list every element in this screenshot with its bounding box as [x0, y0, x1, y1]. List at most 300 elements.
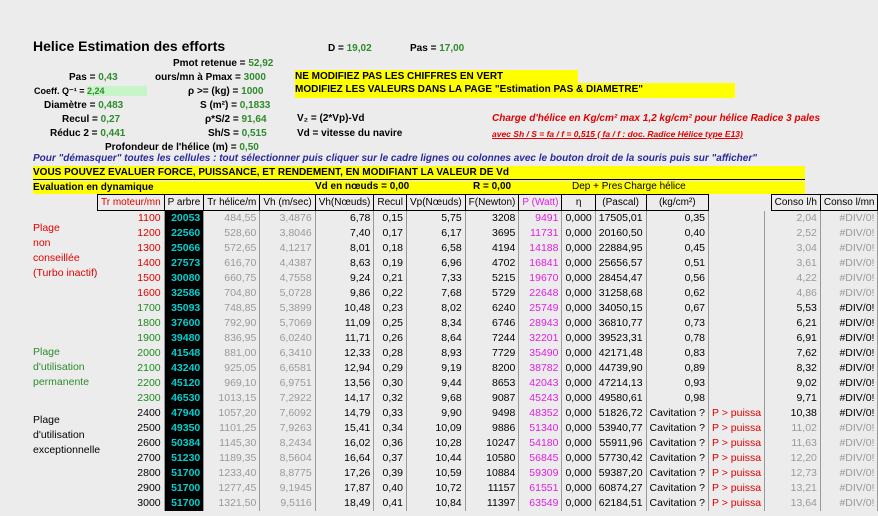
table-cell[interactable]: #DIV/0! [820, 286, 878, 301]
table-cell[interactable]: 8,63 [315, 256, 374, 271]
table-cell[interactable]: #DIV/0! [820, 256, 878, 271]
table-cell[interactable]: 8200 [465, 361, 519, 376]
table-cell[interactable]: 4,86 [771, 286, 820, 301]
table-cell[interactable]: 2200 [98, 376, 165, 391]
table-cell[interactable] [709, 331, 765, 346]
table-cell[interactable]: 3695 [465, 226, 519, 241]
table-cell[interactable] [709, 376, 765, 391]
table-cell[interactable]: 51340 [519, 421, 562, 436]
table-cell[interactable]: 13,56 [315, 376, 374, 391]
table-cell[interactable]: 748,85 [204, 301, 260, 316]
table-cell[interactable]: 0,40 [646, 226, 708, 241]
table-cell[interactable]: 0,39 [374, 466, 407, 481]
table-cell[interactable]: 4702 [465, 256, 519, 271]
table-cell[interactable]: 0,89 [646, 361, 708, 376]
table-cell[interactable]: 7729 [465, 346, 519, 361]
pv-value[interactable]: 91,64 [241, 114, 267, 125]
table-cell[interactable]: 0,000 [562, 286, 595, 301]
table-cell[interactable]: 4,4387 [260, 256, 315, 271]
table-cell[interactable]: 925,05 [204, 361, 260, 376]
table-cell[interactable]: 37600 [164, 316, 204, 331]
table-cell[interactable]: 5729 [465, 286, 519, 301]
table-cell[interactable]: Cavitation ? [646, 436, 708, 451]
table-cell[interactable]: 5,75 [406, 211, 465, 227]
table-cell[interactable]: 16841 [519, 256, 562, 271]
table-cell[interactable]: 11,09 [315, 316, 374, 331]
table-cell[interactable]: 9,44 [406, 376, 465, 391]
table-cell[interactable] [709, 226, 765, 241]
table-cell[interactable]: 48352 [519, 406, 562, 421]
table-cell[interactable]: 8,2434 [260, 436, 315, 451]
table-cell[interactable]: 47214,13 [595, 376, 646, 391]
table-cell[interactable]: 3,8046 [260, 226, 315, 241]
table-cell[interactable]: 0,19 [374, 256, 407, 271]
table-cell[interactable]: 0,45 [646, 241, 708, 256]
table-cell[interactable]: 2300 [98, 391, 165, 406]
table-cell[interactable]: 0,98 [646, 391, 708, 406]
table-cell[interactable]: #DIV/0! [820, 211, 878, 227]
table-cell[interactable]: 1300 [98, 241, 165, 256]
table-cell[interactable]: 27573 [164, 256, 204, 271]
column-header[interactable]: Vh(Nœuds) [315, 195, 374, 211]
table-cell[interactable]: 51700 [164, 466, 204, 481]
table-cell[interactable]: 12,73 [771, 466, 820, 481]
table-cell[interactable]: 5,3899 [260, 301, 315, 316]
table-cell[interactable]: 0,000 [562, 451, 595, 466]
table-cell[interactable]: 2400 [98, 406, 165, 421]
table-cell[interactable]: Cavitation ? [646, 466, 708, 481]
table-cell[interactable]: 61551 [519, 481, 562, 496]
table-cell[interactable]: 0,000 [562, 436, 595, 451]
coeff-value[interactable]: 2,24 [87, 86, 147, 96]
table-cell[interactable]: 10,72 [406, 481, 465, 496]
table-cell[interactable]: 1145,30 [204, 436, 260, 451]
table-cell[interactable]: 3,04 [771, 241, 820, 256]
table-cell[interactable]: 0,83 [646, 346, 708, 361]
pas2-value[interactable]: 0,43 [98, 72, 118, 83]
table-cell[interactable]: 3,4876 [260, 211, 315, 227]
table-cell[interactable]: 4194 [465, 241, 519, 256]
table-cell[interactable]: P > puissa [709, 436, 765, 451]
table-cell[interactable]: 38782 [519, 361, 562, 376]
column-header[interactable]: F(Newton) [465, 195, 519, 211]
table-cell[interactable] [709, 286, 765, 301]
column-header[interactable]: (kg/cm²) [646, 195, 708, 211]
table-cell[interactable]: #DIV/0! [820, 271, 878, 286]
table-cell[interactable]: 9087 [465, 391, 519, 406]
table-cell[interactable]: 41548 [164, 346, 204, 361]
table-cell[interactable]: 17,26 [315, 466, 374, 481]
recul-value[interactable]: 0,27 [100, 114, 121, 125]
table-cell[interactable]: #DIV/0! [820, 316, 878, 331]
table-cell[interactable]: 969,10 [204, 376, 260, 391]
table-cell[interactable]: 0,32 [374, 391, 407, 406]
table-cell[interactable]: 10,84 [406, 496, 465, 511]
table-cell[interactable]: 1101,25 [204, 421, 260, 436]
table-cell[interactable]: 2700 [98, 451, 165, 466]
table-cell[interactable]: 0,000 [562, 346, 595, 361]
reduc-value[interactable]: 0,441 [100, 128, 126, 139]
column-header[interactable] [709, 195, 765, 211]
table-cell[interactable]: 0,21 [374, 271, 407, 286]
table-cell[interactable]: 11397 [465, 496, 519, 511]
table-cell[interactable]: 11157 [465, 481, 519, 496]
table-cell[interactable]: 11,02 [771, 421, 820, 436]
table-cell[interactable]: 6,58 [406, 241, 465, 256]
table-cell[interactable]: 0,36 [374, 436, 407, 451]
table-cell[interactable]: 9491 [519, 211, 562, 227]
pas-value[interactable]: 17,00 [439, 43, 465, 54]
table-cell[interactable]: 5215 [465, 271, 519, 286]
table-cell[interactable]: 19670 [519, 271, 562, 286]
table-cell[interactable]: 0,000 [562, 271, 595, 286]
rho-value[interactable]: 1000 [241, 86, 264, 97]
column-header[interactable]: Tr moteur/mn [98, 195, 165, 211]
table-cell[interactable]: 0,000 [562, 421, 595, 436]
table-cell[interactable]: 484,55 [204, 211, 260, 227]
table-cell[interactable]: 9,68 [406, 391, 465, 406]
table-cell[interactable]: 7,62 [771, 346, 820, 361]
table-cell[interactable]: 0,93 [646, 376, 708, 391]
table-cell[interactable]: 59309 [519, 466, 562, 481]
table-cell[interactable]: 1189,35 [204, 451, 260, 466]
table-cell[interactable] [709, 361, 765, 376]
d-value[interactable]: 19,02 [346, 43, 372, 54]
table-cell[interactable]: 11,63 [771, 436, 820, 451]
table-cell[interactable]: 9,86 [315, 286, 374, 301]
table-cell[interactable]: 9,90 [406, 406, 465, 421]
table-cell[interactable]: 2500 [98, 421, 165, 436]
table-cell[interactable]: 0,000 [562, 256, 595, 271]
table-cell[interactable]: 39523,31 [595, 331, 646, 346]
table-cell[interactable]: 15,41 [315, 421, 374, 436]
table-cell[interactable]: 11,71 [315, 331, 374, 346]
table-cell[interactable]: 0,25 [374, 316, 407, 331]
table-cell[interactable]: 9498 [465, 406, 519, 421]
table-cell[interactable]: 1900 [98, 331, 165, 346]
table-cell[interactable]: 14188 [519, 241, 562, 256]
table-cell[interactable] [709, 241, 765, 256]
table-cell[interactable]: 0,000 [562, 226, 595, 241]
table-cell[interactable]: #DIV/0! [820, 481, 878, 496]
table-cell[interactable]: 44739,90 [595, 361, 646, 376]
table-cell[interactable]: 9,02 [771, 376, 820, 391]
table-cell[interactable]: #DIV/0! [820, 301, 878, 316]
table-cell[interactable]: 8,64 [406, 331, 465, 346]
table-cell[interactable]: 0,56 [646, 271, 708, 286]
table-cell[interactable]: 35490 [519, 346, 562, 361]
table-cell[interactable]: 0,000 [562, 331, 595, 346]
table-cell[interactable]: 51230 [164, 451, 204, 466]
table-cell[interactable]: 9,71 [771, 391, 820, 406]
table-cell[interactable]: 53940,77 [595, 421, 646, 436]
table-cell[interactable]: 10580 [465, 451, 519, 466]
table-cell[interactable]: 0,000 [562, 466, 595, 481]
table-cell[interactable]: 0,000 [562, 496, 595, 511]
table-cell[interactable]: 881,00 [204, 346, 260, 361]
table-cell[interactable]: 51826,72 [595, 406, 646, 421]
table-cell[interactable]: 2,52 [771, 226, 820, 241]
table-cell[interactable]: 0,40 [374, 481, 407, 496]
table-cell[interactable]: 42043 [519, 376, 562, 391]
table-cell[interactable]: 32586 [164, 286, 204, 301]
table-cell[interactable]: 55911,96 [595, 436, 646, 451]
column-header[interactable]: P arbre [164, 195, 204, 211]
table-cell[interactable]: Cavitation ? [646, 481, 708, 496]
table-cell[interactable]: 792,90 [204, 316, 260, 331]
table-cell[interactable]: #DIV/0! [820, 391, 878, 406]
table-cell[interactable]: 9886 [465, 421, 519, 436]
table-cell[interactable]: 0,000 [562, 391, 595, 406]
table-cell[interactable]: 2000 [98, 346, 165, 361]
table-cell[interactable]: 6,3410 [260, 346, 315, 361]
vd-noeuds-input[interactable]: 0,00 [389, 181, 410, 192]
table-cell[interactable]: P > puissa [709, 451, 765, 466]
table-cell[interactable]: 9,1945 [260, 481, 315, 496]
table-cell[interactable]: 2900 [98, 481, 165, 496]
table-cell[interactable]: 8,02 [406, 301, 465, 316]
column-header[interactable]: η [562, 195, 595, 211]
table-cell[interactable]: 6,21 [771, 316, 820, 331]
table-cell[interactable]: 0,28 [374, 346, 407, 361]
table-cell[interactable]: Cavitation ? [646, 496, 708, 511]
table-cell[interactable]: 0,000 [562, 361, 595, 376]
table-cell[interactable]: 56845 [519, 451, 562, 466]
column-header[interactable]: (Pascal) [595, 195, 646, 211]
table-cell[interactable]: Cavitation ? [646, 451, 708, 466]
table-cell[interactable]: 0,17 [374, 226, 407, 241]
table-cell[interactable]: 50384 [164, 436, 204, 451]
table-cell[interactable]: 9,19 [406, 361, 465, 376]
table-cell[interactable]: 1100 [98, 211, 165, 227]
table-cell[interactable]: 5,7069 [260, 316, 315, 331]
table-cell[interactable]: 17505,01 [595, 211, 646, 227]
table-cell[interactable]: 10247 [465, 436, 519, 451]
table-cell[interactable]: 836,95 [204, 331, 260, 346]
table-cell[interactable]: 0,37 [374, 451, 407, 466]
table-cell[interactable]: 0,67 [646, 301, 708, 316]
s-value[interactable]: 0,1833 [239, 100, 271, 111]
table-cell[interactable]: 1013,15 [204, 391, 260, 406]
table-cell[interactable]: 12,33 [315, 346, 374, 361]
table-cell[interactable]: 7,9263 [260, 421, 315, 436]
table-cell[interactable]: 0,41 [374, 496, 407, 511]
table-cell[interactable] [709, 271, 765, 286]
table-cell[interactable]: 14,17 [315, 391, 374, 406]
table-cell[interactable]: 0,23 [374, 301, 407, 316]
table-cell[interactable]: 0,000 [562, 481, 595, 496]
table-cell[interactable]: 3208 [465, 211, 519, 227]
table-cell[interactable]: 1233,40 [204, 466, 260, 481]
column-header[interactable]: Tr hélice/m [204, 195, 260, 211]
table-cell[interactable] [709, 316, 765, 331]
table-cell[interactable]: 0,000 [562, 211, 595, 227]
table-cell[interactable]: 25749 [519, 301, 562, 316]
table-cell[interactable]: 57730,42 [595, 451, 646, 466]
table-cell[interactable]: P > puissa [709, 496, 765, 511]
table-cell[interactable]: 59387,20 [595, 466, 646, 481]
table-cell[interactable]: 22560 [164, 226, 204, 241]
column-header[interactable]: Vh (m/sec) [260, 195, 315, 211]
table-cell[interactable]: 7,6092 [260, 406, 315, 421]
table-cell[interactable]: 10,44 [406, 451, 465, 466]
table-cell[interactable]: 16,02 [315, 436, 374, 451]
table-cell[interactable]: 2,04 [771, 211, 820, 227]
table-cell[interactable]: 0,000 [562, 406, 595, 421]
table-cell[interactable]: 7,2922 [260, 391, 315, 406]
table-cell[interactable]: 7,40 [315, 226, 374, 241]
table-cell[interactable]: 0,000 [562, 316, 595, 331]
tours-value[interactable]: 3000 [243, 72, 266, 83]
table-cell[interactable]: 10884 [465, 466, 519, 481]
table-cell[interactable]: 0,35 [646, 211, 708, 227]
table-cell[interactable]: 572,65 [204, 241, 260, 256]
table-cell[interactable] [709, 391, 765, 406]
table-cell[interactable]: 12,20 [771, 451, 820, 466]
table-cell[interactable]: 2600 [98, 436, 165, 451]
table-cell[interactable]: 30080 [164, 271, 204, 286]
table-cell[interactable]: 54180 [519, 436, 562, 451]
table-cell[interactable]: P > puissa [709, 406, 765, 421]
table-cell[interactable]: 8,34 [406, 316, 465, 331]
table-cell[interactable]: 49350 [164, 421, 204, 436]
table-cell[interactable]: 10,48 [315, 301, 374, 316]
table-cell[interactable]: P > puissa [709, 421, 765, 436]
column-header[interactable]: Vp(Nœuds) [406, 195, 465, 211]
table-cell[interactable]: 1200 [98, 226, 165, 241]
table-cell[interactable]: 10,38 [771, 406, 820, 421]
table-cell[interactable]: 14,79 [315, 406, 374, 421]
table-cell[interactable]: P > puissa [709, 466, 765, 481]
column-header[interactable]: Conso l/h [771, 195, 820, 211]
table-cell[interactable]: 0,18 [374, 241, 407, 256]
table-cell[interactable]: 63549 [519, 496, 562, 511]
table-cell[interactable]: 43240 [164, 361, 204, 376]
table-cell[interactable]: 1277,45 [204, 481, 260, 496]
table-cell[interactable]: 2100 [98, 361, 165, 376]
table-cell[interactable]: 4,1217 [260, 241, 315, 256]
table-cell[interactable]: 0,000 [562, 376, 595, 391]
table-cell[interactable]: 7,33 [406, 271, 465, 286]
table-cell[interactable]: 49580,61 [595, 391, 646, 406]
table-cell[interactable]: 0,34 [374, 421, 407, 436]
table-cell[interactable]: 62184,51 [595, 496, 646, 511]
table-cell[interactable]: 0,33 [374, 406, 407, 421]
table-cell[interactable]: #DIV/0! [820, 331, 878, 346]
table-cell[interactable] [709, 301, 765, 316]
table-cell[interactable]: 0,000 [562, 301, 595, 316]
table-cell[interactable]: 60874,27 [595, 481, 646, 496]
table-cell[interactable]: 32201 [519, 331, 562, 346]
table-cell[interactable]: 6,17 [406, 226, 465, 241]
table-cell[interactable]: 660,75 [204, 271, 260, 286]
table-cell[interactable]: 1400 [98, 256, 165, 271]
table-cell[interactable]: 13,64 [771, 496, 820, 511]
table-cell[interactable]: 6,6581 [260, 361, 315, 376]
table-cell[interactable]: P > puissa [709, 481, 765, 496]
table-cell[interactable]: 0,62 [646, 286, 708, 301]
table-cell[interactable]: 28454,47 [595, 271, 646, 286]
table-cell[interactable]: 528,60 [204, 226, 260, 241]
table-cell[interactable]: 11731 [519, 226, 562, 241]
table-cell[interactable]: #DIV/0! [820, 406, 878, 421]
table-cell[interactable]: 20160,50 [595, 226, 646, 241]
table-cell[interactable]: 704,80 [204, 286, 260, 301]
table-cell[interactable]: 6,96 [406, 256, 465, 271]
r-value[interactable]: 0,00 [491, 181, 512, 192]
table-cell[interactable]: 18,49 [315, 496, 374, 511]
table-cell[interactable] [709, 211, 765, 227]
table-cell[interactable]: #DIV/0! [820, 346, 878, 361]
table-cell[interactable]: 20053 [164, 211, 204, 227]
table-cell[interactable]: 7,68 [406, 286, 465, 301]
table-cell[interactable]: 34050,15 [595, 301, 646, 316]
table-cell[interactable]: 17,87 [315, 481, 374, 496]
table-cell[interactable]: 4,7558 [260, 271, 315, 286]
table-cell[interactable]: 42171,48 [595, 346, 646, 361]
table-cell[interactable]: 5,0728 [260, 286, 315, 301]
table-cell[interactable]: #DIV/0! [820, 436, 878, 451]
table-cell[interactable]: 25656,57 [595, 256, 646, 271]
table-cell[interactable]: 46530 [164, 391, 204, 406]
diam-value[interactable]: 0,483 [98, 100, 124, 111]
prof-value[interactable]: 0,50 [239, 142, 259, 153]
table-cell[interactable]: 0,73 [646, 316, 708, 331]
table-cell[interactable]: #DIV/0! [820, 451, 878, 466]
table-cell[interactable]: 6240 [465, 301, 519, 316]
table-cell[interactable]: 25066 [164, 241, 204, 256]
table-cell[interactable]: 8,32 [771, 361, 820, 376]
table-cell[interactable]: Cavitation ? [646, 406, 708, 421]
table-cell[interactable]: 10,28 [406, 436, 465, 451]
table-cell[interactable]: 1321,50 [204, 496, 260, 511]
column-header[interactable]: Recul [374, 195, 407, 211]
table-cell[interactable]: 6746 [465, 316, 519, 331]
table-cell[interactable]: 6,78 [315, 211, 374, 227]
table-cell[interactable]: 22884,95 [595, 241, 646, 256]
table-cell[interactable]: 616,70 [204, 256, 260, 271]
table-cell[interactable]: #DIV/0! [820, 361, 878, 376]
table-cell[interactable]: 7244 [465, 331, 519, 346]
table-cell[interactable]: 1500 [98, 271, 165, 286]
table-cell[interactable]: Cavitation ? [646, 421, 708, 436]
table-cell[interactable]: 0,22 [374, 286, 407, 301]
table-cell[interactable]: 22648 [519, 286, 562, 301]
table-cell[interactable]: 6,9751 [260, 376, 315, 391]
column-header[interactable]: Conso l/mn [820, 195, 878, 211]
table-cell[interactable]: 8,8775 [260, 466, 315, 481]
table-cell[interactable]: 9,5116 [260, 496, 315, 511]
table-cell[interactable]: 0,51 [646, 256, 708, 271]
table-cell[interactable]: 3,61 [771, 256, 820, 271]
table-cell[interactable]: 35093 [164, 301, 204, 316]
table-cell[interactable]: 0,000 [562, 241, 595, 256]
table-cell[interactable] [709, 346, 765, 361]
column-header[interactable]: P (Watt) [519, 195, 562, 211]
table-cell[interactable]: 3000 [98, 496, 165, 511]
table-cell[interactable]: 8,5604 [260, 451, 315, 466]
table-cell[interactable]: 31258,68 [595, 286, 646, 301]
table-cell[interactable]: #DIV/0! [820, 496, 878, 511]
table-cell[interactable]: #DIV/0! [820, 421, 878, 436]
pmot-value[interactable]: 52,92 [248, 58, 274, 69]
table-cell[interactable]: 28943 [519, 316, 562, 331]
table-cell[interactable]: 0,30 [374, 376, 407, 391]
table-cell[interactable]: 45243 [519, 391, 562, 406]
table-cell[interactable]: 1600 [98, 286, 165, 301]
table-cell[interactable]: #DIV/0! [820, 466, 878, 481]
table-cell[interactable]: 51700 [164, 496, 204, 511]
